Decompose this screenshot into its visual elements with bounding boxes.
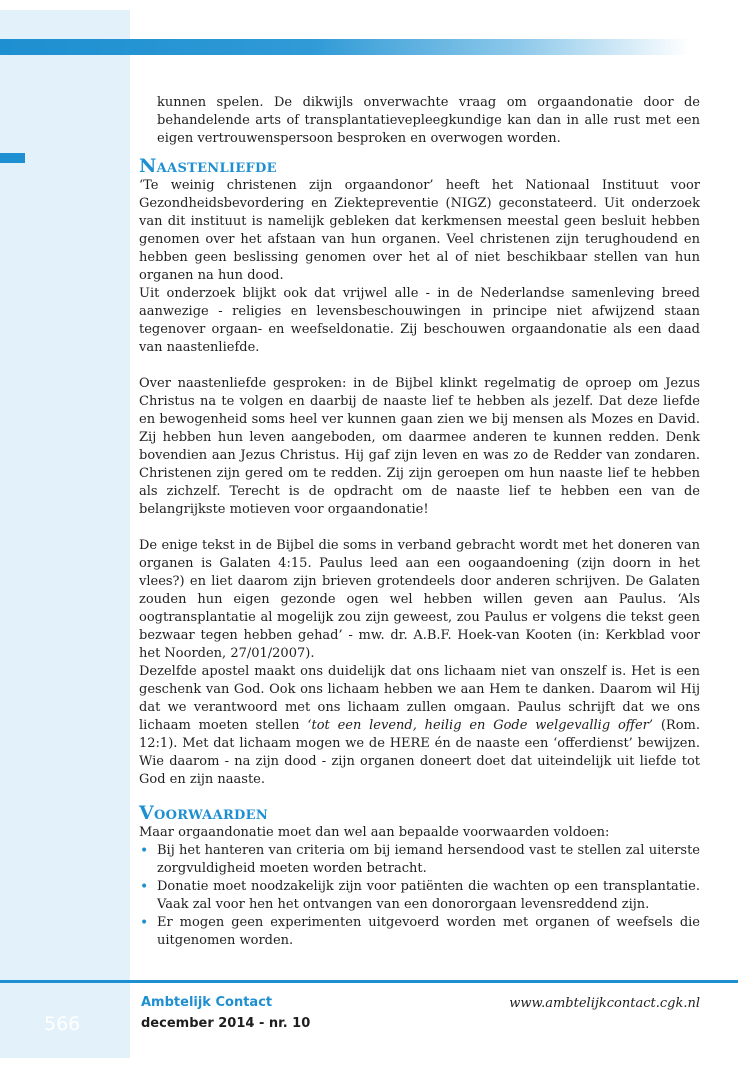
section-heading-naastenliefde: Naastenliefde (139, 155, 277, 177)
header-gradient-bar (0, 39, 690, 55)
list-item (139, 878, 700, 914)
intro-paragraph: kunnen spelen. De dikwijls onverwachte vraag om orgaandonatie door de behandelende arts of transplantatievepleegkundige kan dan in alle rust met een eigen vertrouwenspersoon besproken en overwogen worden. (157, 95, 700, 146)
footer-divider (0, 980, 738, 983)
paragraph-text: (Rom. 12:1). Met dat lichaam mogen we de HERE én de naaste een ‘offerdienst’ bewijzen. Wie daarom - na zijn dood - zijn organen doneert doet dat uiteindelijk uit liefde tot God en zijn naaste. (139, 718, 700, 787)
bullet-icon: • (140, 915, 149, 931)
paragraph: Uit onderzoek blijkt ook dat vrijwel alle - in de Nederlandse samenleving breed aanwezige - religies en levensbeschouwingen in principe niet afwijzend staan tegenover orgaan- en weefseldonatie. Zij beschouwen orgaandonatie als een daad van naastenliefde. (139, 286, 700, 355)
bullet-icon: • (140, 879, 149, 895)
list-item-text: Bij het hanteren van criteria om bij iemand hersendood vast te stellen zal uiterste zorgvuldigheid moeten worden betracht. (157, 843, 700, 876)
side-tab-marker (0, 153, 25, 163)
paragraph: Over naastenliefde gesproken: in de Bijbel klinkt regelmatig de oproep om Jezus Christus na te volgen en daarbij de naaste lief te hebben als jezelf. Dat deze liefde en bewogenheid soms heel ver kunnen gaan zien we bij mensen als Mozes en David. Zij hebben hun leven aangeboden, om daarmee anderen te kunnen redden. Denk bovendien aan Jezus Christus. Hij gaf zijn leven en was zo de Redder van zondaren. Christenen zijn gered om te redden. Zij zijn geroepen om hun naaste lief te hebben als zichzelf. Terecht is de opdracht om de naaste lief te hebben een van de belangrijkste motieven voor orgaandonatie! (139, 376, 700, 517)
paragraph (139, 663, 700, 789)
article-body (139, 94, 700, 950)
list-item (139, 914, 700, 950)
issue-info: december 2014 - nr. 10 (141, 1016, 311, 1031)
list-item-text: Donatie moet noodzakelijk zijn voor patiënten die wachten op een transplantatie. Vaak zal voor hen het ontvangen van een donororgaan levensreddend zijn. (157, 879, 700, 912)
bible-quote: ‘tot een levend, heilig en Gode welgevallig offer’ (307, 718, 654, 733)
conditions-list (139, 842, 700, 950)
list-item (139, 842, 700, 878)
website-link[interactable]: www.ambtelijkcontact.cgk.nl (509, 996, 700, 1011)
section-heading-voorwaarden: Voorwaarden (139, 802, 269, 824)
list-intro: Maar orgaandonatie moet dan wel aan bepaalde voorwaarden voldoen: (139, 825, 610, 840)
left-margin-strip (0, 10, 130, 1058)
bullet-icon: • (140, 843, 149, 859)
paragraph-text: Dezelfde apostel maakt ons duidelijk dat ons lichaam niet van onszelf is. Het is een geschenk van God. Ook ons lichaam hebben we aan Hem te danken. Daarom wil Hij dat we verantwoord met ons lichaam zullen omgaan. Paulus schrijft dat we ons lichaam moeten stellen (139, 664, 700, 733)
paragraph: ‘Te weinig christenen zijn orgaandonor’ heeft het Nationaal Instituut voor Gezondheidsbevordering en Ziektepreventie (NIGZ) geconstateerd. Uit onderzoek van dit instituut is namelijk gebleken dat kerkmensen meestal geen besluit hebben genomen over het afstaan van hun organen. Veel christenen zijn terughoudend en hebben geen beslissing genomen over het al of niet beschikbaar stellen van hun organen na hun dood. (139, 178, 700, 283)
list-item-text: Er mogen geen experimenten uitgevoerd worden met organen of weefsels die uitgenomen worden. (157, 915, 700, 948)
paragraph: De enige tekst in de Bijbel die soms in verband gebracht wordt met het doneren van organen is Galaten 4:15. Paulus leed aan een oogaandoening (zijn doorn in het vlees?) en liet daarom zijn brieven grotendeels door anderen schrijven. De Galaten zouden hun eigen gezonde ogen wel hebben willen geven aan Paulus. ‘Als oogtransplantatie al mogelijk zou zijn geweest, zou Paulus er volgens die tekst geen bezwaar tegen hebben gehad’ - mw. dr. A.B.F. Hoek-van Kooten (in: Kerkblad voor het Noorden, 27/01/2007). (139, 538, 700, 661)
magazine-title: Ambtelijk Contact (141, 995, 273, 1010)
page-number: 566 (44, 1013, 81, 1035)
